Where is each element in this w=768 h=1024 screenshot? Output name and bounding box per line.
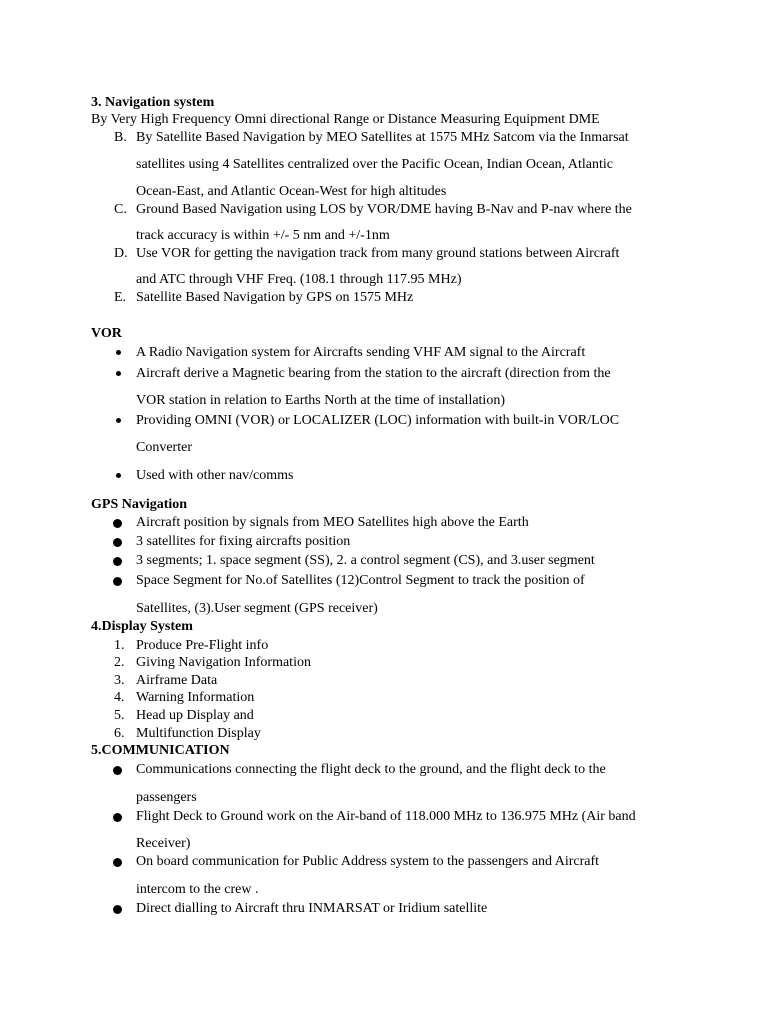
section-heading-navigation: 3. Navigation system (91, 95, 215, 110)
list-item-line: Used with other nav/comms (136, 468, 294, 483)
bullet-icon (113, 519, 122, 528)
list-item-line: passengers (136, 790, 197, 805)
list-item-line: Aircraft position by signals from MEO Satellites high above the Earth (136, 515, 529, 530)
list-item-line: Converter (136, 440, 192, 455)
list-item-line: Use VOR for getting the navigation track from many ground stations between Aircraft (136, 246, 620, 261)
bullet-icon (113, 577, 122, 586)
bullet-icon (116, 473, 121, 478)
list-item-line: Airframe Data (136, 673, 218, 688)
list-marker: 4. (114, 690, 125, 705)
list-item-line: A Radio Navigation system for Aircrafts sending VHF AM signal to the Aircraft (136, 345, 586, 360)
list-item-line: VOR station in relation to Earths North at the time of installation) (136, 393, 505, 408)
list-item-line: and ATC through VHF Freq. (108.1 through 117.95 MHz) (136, 272, 462, 287)
list-item-line: Space Segment for No.of Satellites (12)Control Segment to track the position of (136, 573, 585, 588)
list-item-line: Giving Navigation Information (136, 655, 311, 670)
list-item-line: 3 satellites for fixing aircrafts position (136, 534, 351, 549)
bullet-icon (113, 557, 122, 566)
list-item-line: Communications connecting the flight deck to the ground, and the flight deck to the (136, 762, 606, 777)
list-item-line: By Satellite Based Navigation by MEO Satellites at 1575 MHz Satcom via the Inmarsat (136, 130, 629, 145)
bullet-icon (113, 905, 122, 914)
list-item-line: Warning Information (136, 690, 255, 705)
bullet-icon (116, 418, 121, 423)
bullet-icon (116, 350, 121, 355)
section-heading-vor: VOR (91, 326, 122, 341)
list-marker: 1. (114, 638, 125, 653)
section-heading-gps: GPS Navigation (91, 497, 188, 512)
list-marker: 2. (114, 655, 125, 670)
bullet-icon (116, 371, 121, 376)
list-marker: B. (114, 130, 127, 145)
list-item-line: 3 segments; 1. space segment (SS), 2. a control segment (CS), and 3.user segment (136, 553, 595, 568)
list-item-line: Satellites, (3).User segment (GPS receiver) (136, 601, 378, 616)
list-item-line: Direct dialling to Aircraft thru INMARSAT or Iridium satellite (136, 901, 488, 916)
list-marker: E. (114, 290, 127, 305)
list-item-line: Satellite Based Navigation by GPS on 1575 MHz (136, 290, 414, 305)
list-item-line: intercom to the crew . (136, 882, 259, 897)
list-marker: 6. (114, 726, 125, 741)
list-item-line: Flight Deck to Ground work on the Air-band of 118.000 MHz to 136.975 MHz (Air band (136, 809, 636, 824)
list-item-line: Aircraft derive a Magnetic bearing from the station to the aircraft (direction from the (136, 366, 611, 381)
list-item-line: Ground Based Navigation using LOS by VOR/DME having B-Nav and P-nav where the (136, 202, 632, 217)
list-item-line: Ocean-East, and Atlantic Ocean-West for high altitudes (136, 184, 447, 199)
bullet-icon (113, 538, 122, 547)
list-item-line: Receiver) (136, 836, 191, 851)
section-heading-display: 4.Display System (91, 619, 193, 634)
list-marker: D. (114, 246, 128, 261)
list-item-line: On board communication for Public Address system to the passengers and Aircraft (136, 854, 600, 869)
list-marker: 5. (114, 708, 125, 723)
list-item-line: Providing OMNI (VOR) or LOCALIZER (LOC) information with built-in VOR/LOC (136, 413, 620, 428)
bullet-icon (113, 766, 122, 775)
list-item-line: Multifunction Display (136, 726, 261, 741)
list-item-line: Produce Pre-Flight info (136, 638, 269, 653)
list-item-line: Head up Display and (136, 708, 254, 723)
list-item-line: satellites using 4 Satellites centralized over the Pacific Ocean, Indian Ocean, Atlantic (136, 157, 613, 172)
bullet-icon (113, 813, 122, 822)
list-item-line: track accuracy is within +/- 5 nm and +/-1nm (136, 228, 390, 243)
bullet-icon (113, 858, 122, 867)
section-heading-communication: 5.COMMUNICATION (91, 743, 230, 758)
list-marker: C. (114, 202, 127, 217)
section-intro: By Very High Frequency Omni directional Range or Distance Measuring Equipment DME (91, 112, 600, 127)
list-marker: 3. (114, 673, 125, 688)
